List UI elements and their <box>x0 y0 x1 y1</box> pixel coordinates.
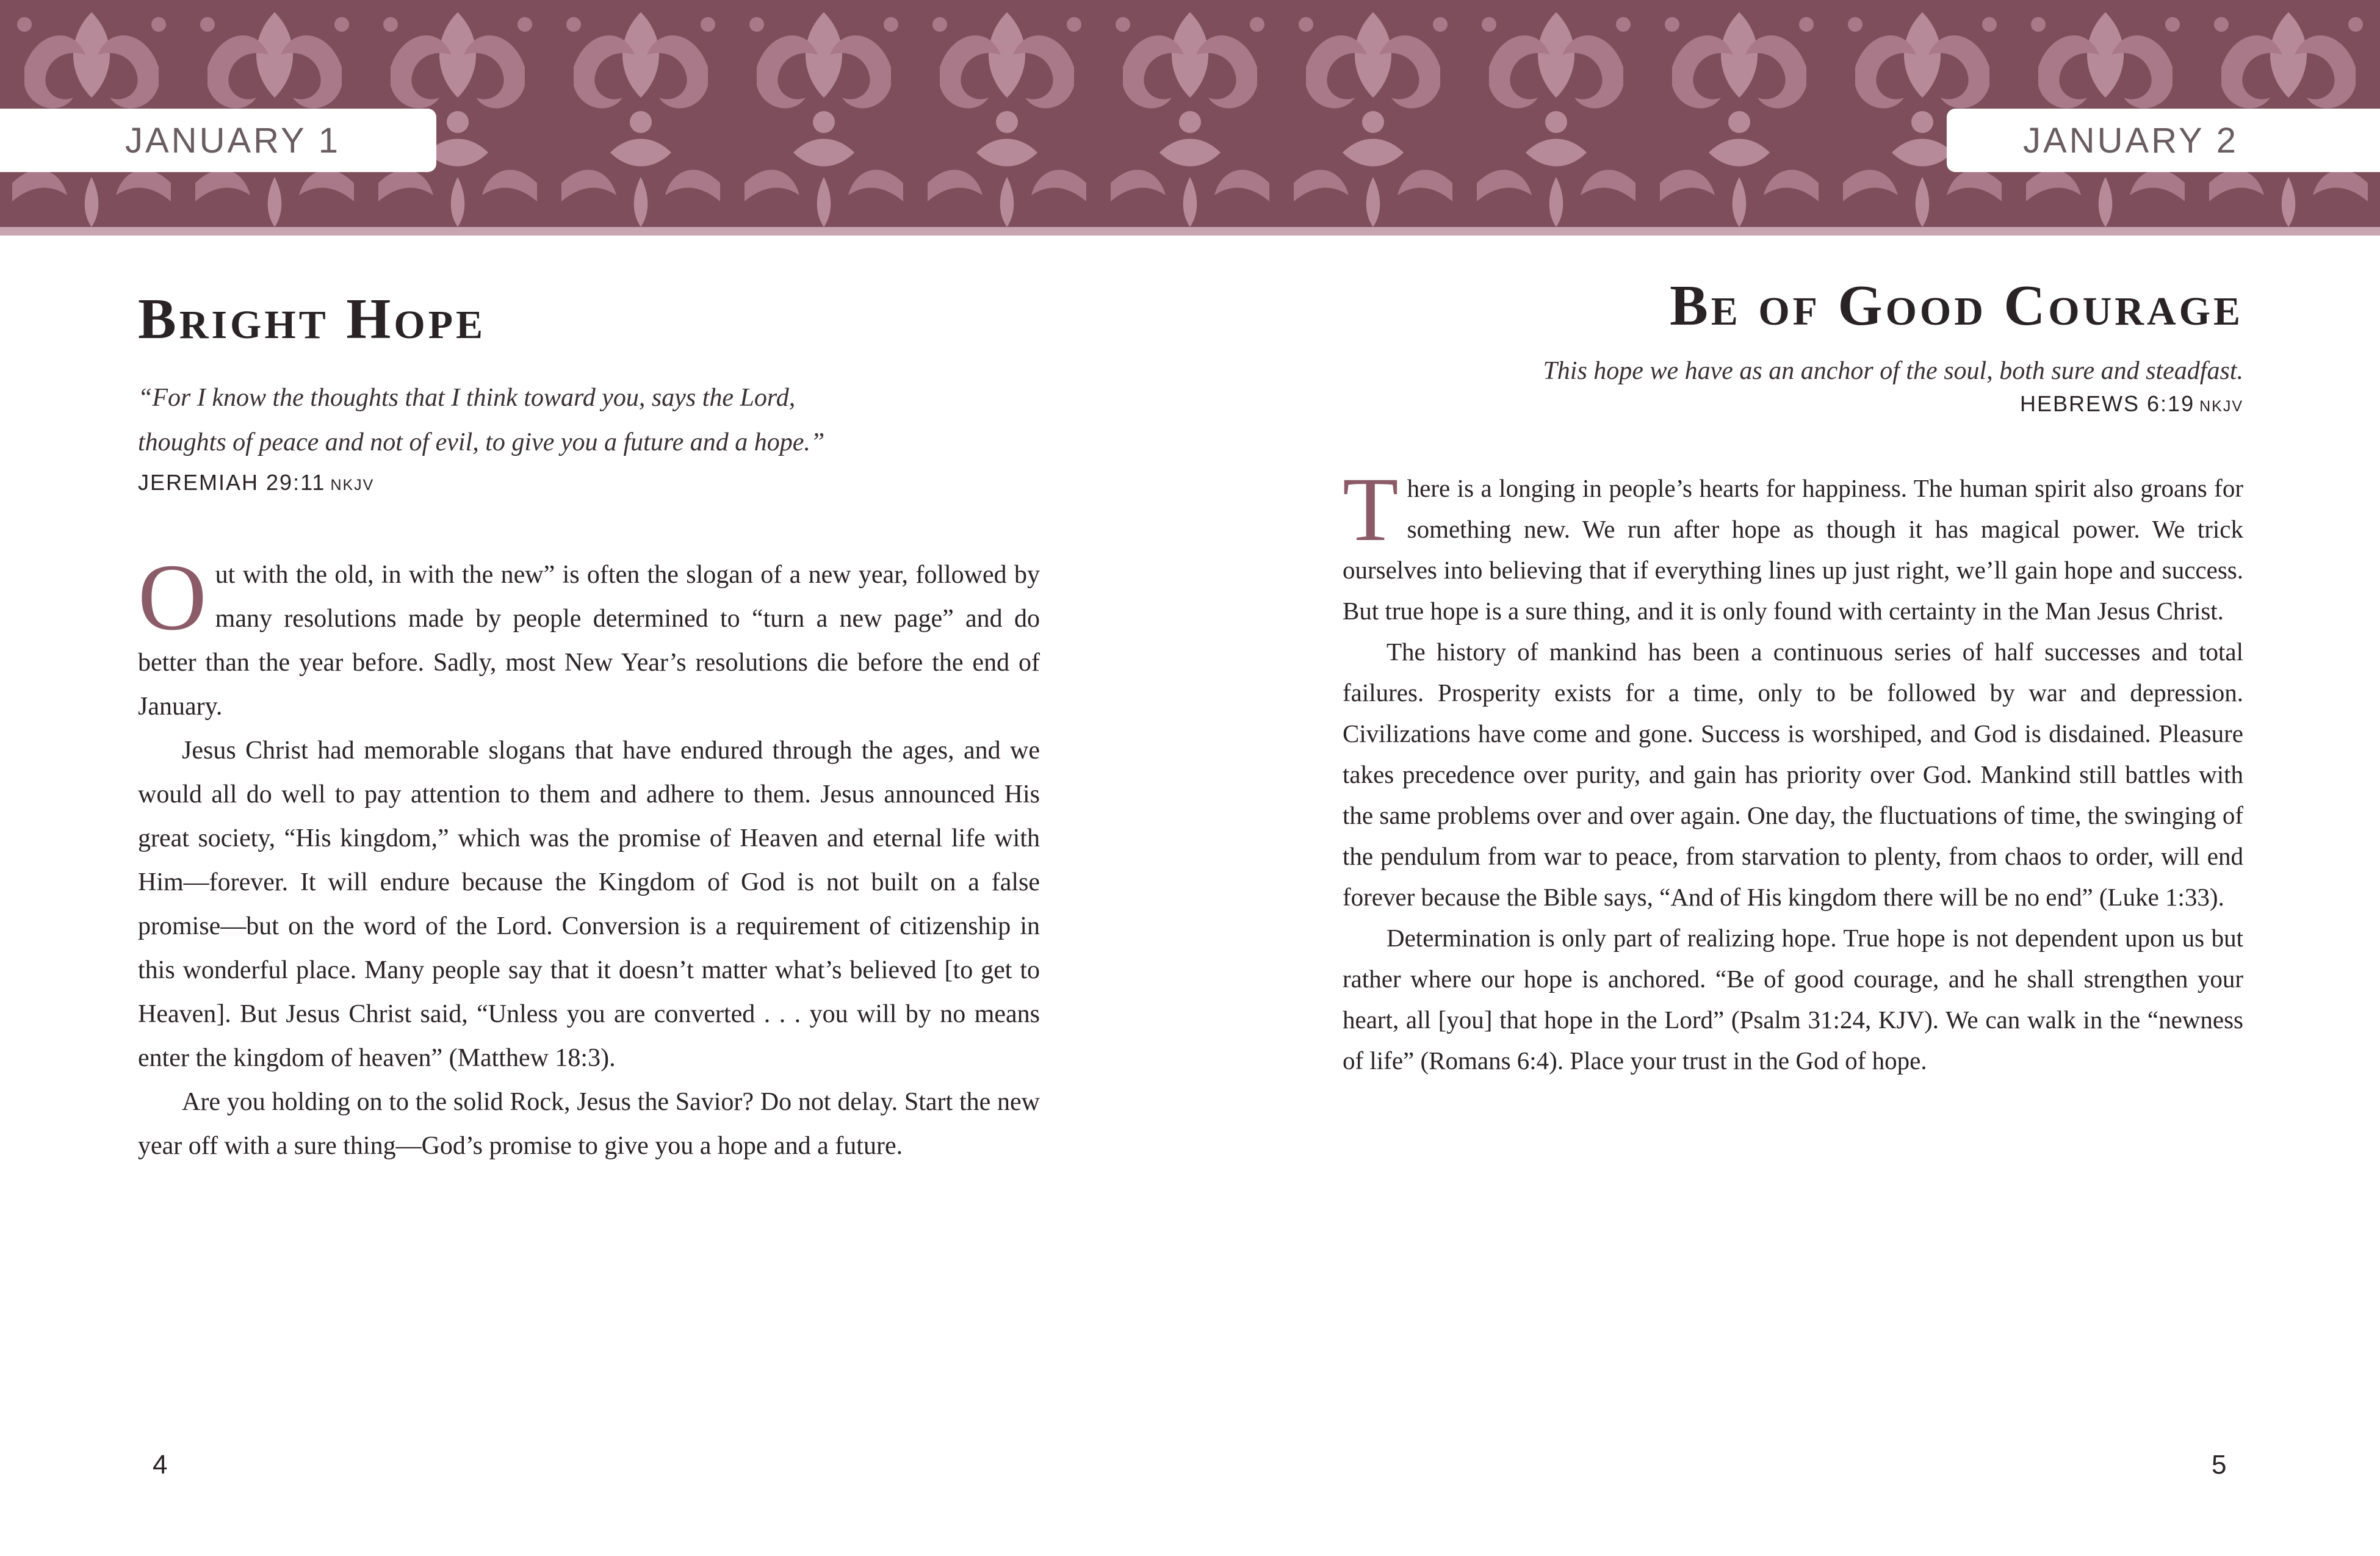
reference-text: HEBREWS 6:19 <box>2020 391 2195 416</box>
body-paragraph: Out with the old, in with the new” is often the slogan of a new year, followed by many resolutions made by people determined to “turn a new page” and do better than the year before. Sadly, most New Year’s resolutions die before the end of January. <box>138 544 1040 721</box>
verse-line-2: thoughts of peace and not of evil, to give you a future and a hope.” <box>138 428 825 456</box>
drop-cap: O <box>138 544 207 650</box>
devotion-body <box>138 544 1040 1168</box>
devotion-body <box>1343 459 2243 1081</box>
body-paragraph: Are you holding on to the solid Rock, Jesus the Savior? Do not delay. Start the new year off with a sure thing—God’s promise to give you a hope and a future. <box>138 1088 1040 1160</box>
scripture-reference <box>138 470 1040 495</box>
date-tab-label: JANUARY 2 <box>2023 120 2238 160</box>
date-tab-january-1 <box>0 109 436 172</box>
body-paragraph: There is a longing in people’s hearts for happiness. The human spirit also groans for something new. We run after hope as though it has magical power. We trick ourselves into believing that if everything lines up just right, we’ll gain hope and success. But true hope is a sure thing, and it is only found with certainty in the Man Jesus Christ. <box>1343 459 2243 625</box>
right-page <box>1343 236 2243 1081</box>
scripture-verse: This hope we have as an anchor of the soul, both sure and steadfast. <box>1543 357 2243 385</box>
verse-line-1: “For I know the thoughts that I think toward you, says the Lord, <box>138 384 796 412</box>
version-label: NKJV <box>2199 398 2243 415</box>
drop-cap: T <box>1343 459 1399 560</box>
left-page <box>138 236 1040 1168</box>
reference-text: JEREMIAH 29:11 <box>138 470 326 495</box>
version-label: NKJV <box>330 477 375 494</box>
page-number-left: 4 <box>153 1450 168 1480</box>
body-paragraph: Jesus Christ had memorable slogans that have endured through the ages, and we would all do well to pay attention to them and adhere to them. Jesus announced His great society, “His kingdom,” which was the promise of Heaven and eternal life with Him—forever. It will endure because the Kingdom of God is not built on a false promise—but on the word of the Lord. Conversion is a requirement of citizenship in this wonderful place. Many people say that it doesn’t matter what’s believed [to get to Heaven]. But Jesus Christ said, “Unless you are converted . . . you will by no means enter the kingdom of heaven” (Matthew 18:3). <box>138 737 1040 1072</box>
banner-divider <box>0 227 2380 236</box>
date-tab-label: JANUARY 1 <box>125 120 341 160</box>
devotion-title: Bright Hope <box>138 287 486 351</box>
devotion-title: Be of Good Courage <box>1670 274 2243 337</box>
body-paragraph: The history of mankind has been a continuous series of half successes and total failures. Prosperity exists for a time, only to be followed by war and depression. Civilizations have come and gone. Success is worshiped, and God is disdained. Pleasure takes precedence over purity, and gain has priority over God. Mankind still battles with the same problems over and over again. One day, the fluctuations of time, the swinging of the pendulum from war to peace, from starvation to plenty, from chaos to order, will end forever because the Bible says, “And of His kingdom there will be no end” (Luke 1:33). <box>1343 638 2243 911</box>
date-tab-january-2 <box>1947 109 2380 172</box>
scripture-verse <box>138 376 1040 465</box>
page-number-right: 5 <box>2212 1450 2227 1480</box>
scripture-reference <box>1343 391 2243 417</box>
body-paragraph: Determination is only part of realizing hope. True hope is not dependent upon us but rather where our hope is anchored. “Be of good courage, and he shall strengthen your heart, all [you] that hope in the Lord” (Psalm 31:24, KJV). We can walk in the “newness of life” (Romans 6:4). Place your trust in the God of hope. <box>1343 924 2243 1075</box>
